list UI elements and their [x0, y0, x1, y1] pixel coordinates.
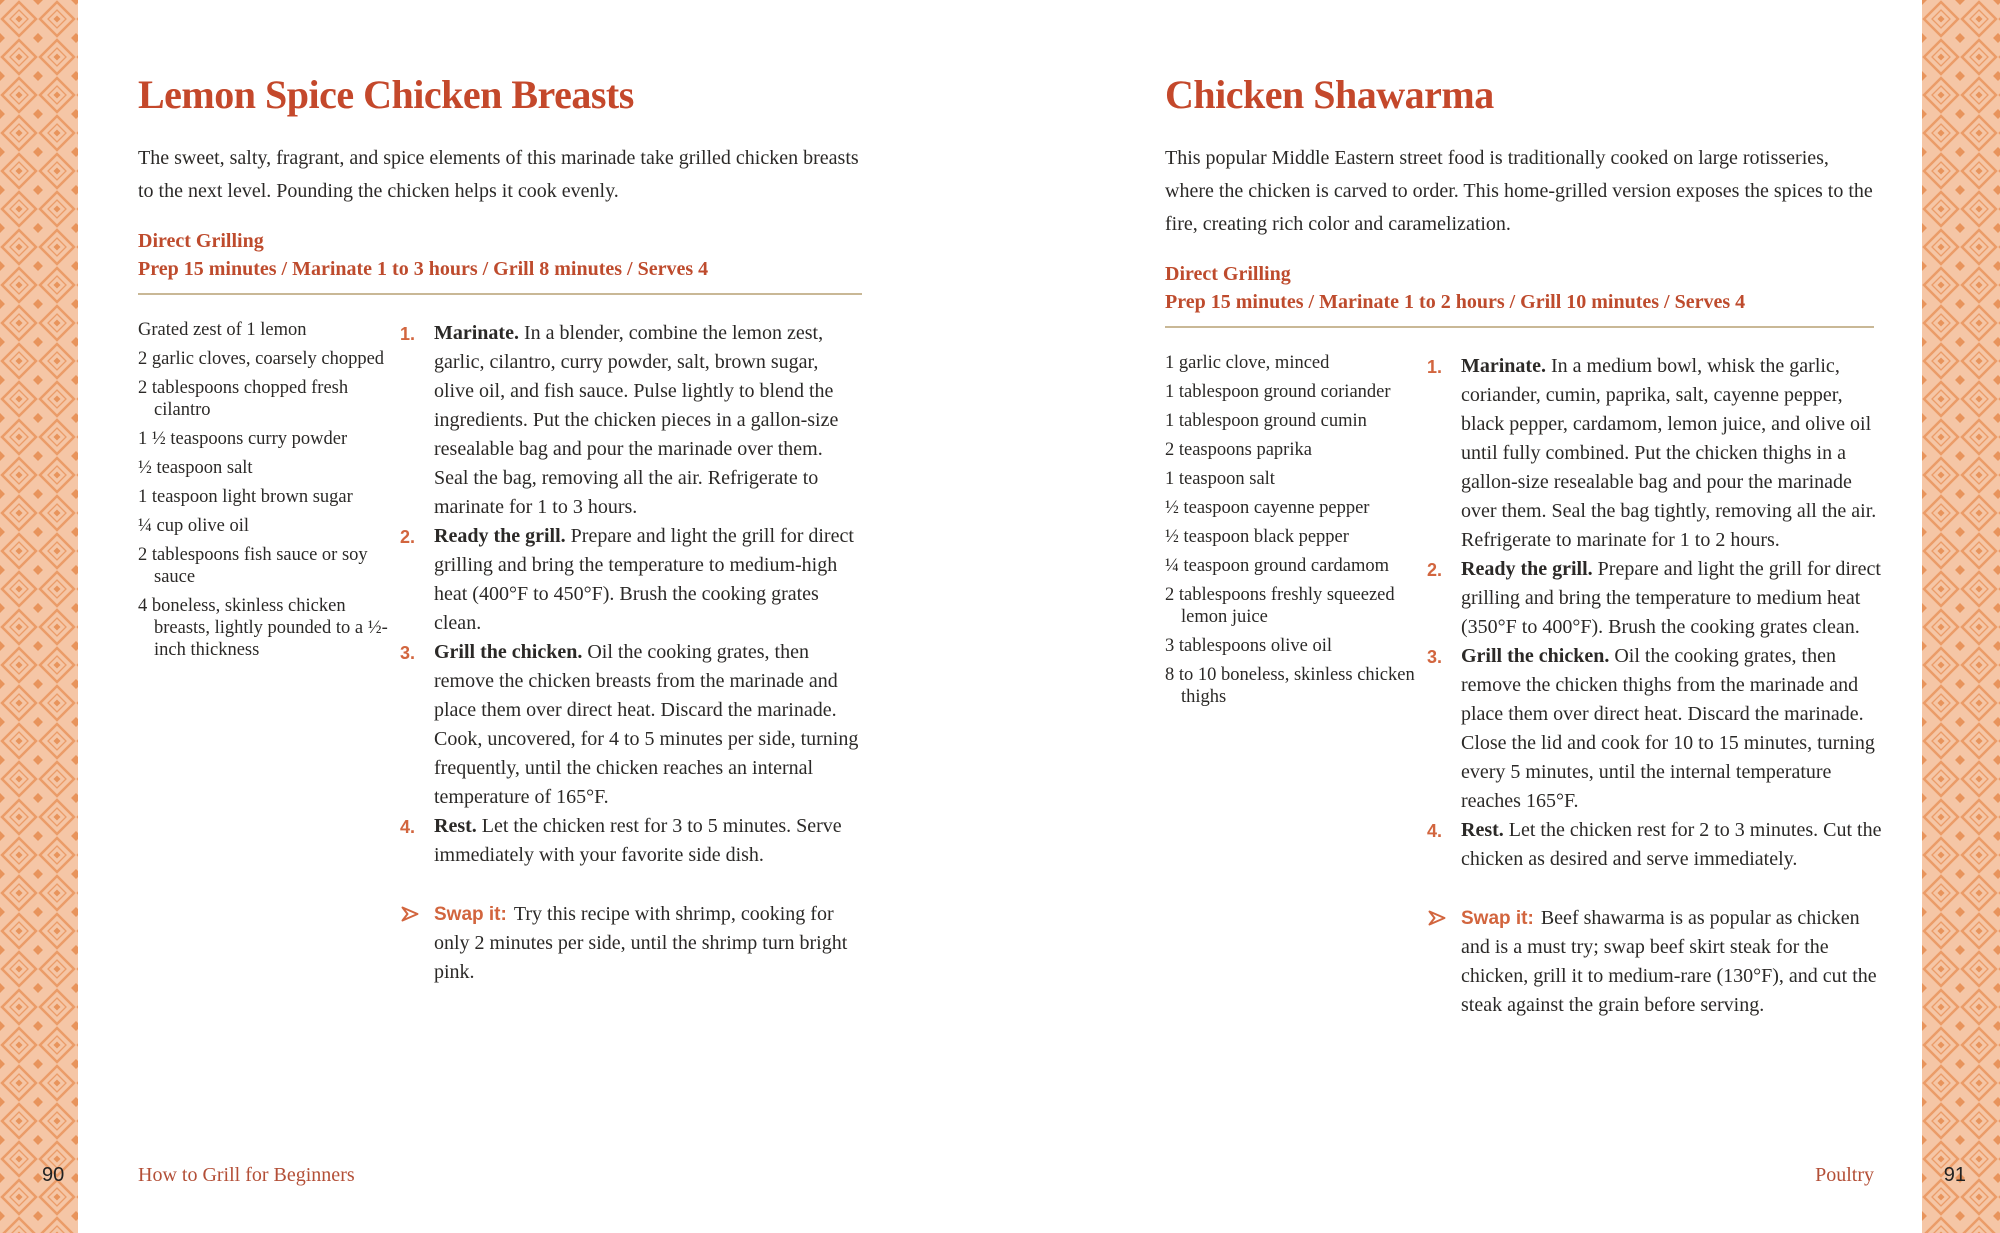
ingredient-item: 2 tablespoons freshly squeezed lemon juice: [1165, 585, 1395, 627]
step-text: [434, 319, 862, 522]
ingredient-item: 1 garlic clove, minced: [1165, 353, 1330, 373]
swap-tip-left: [400, 900, 862, 987]
ingredient-item: ½ teaspoon cayenne pepper: [1165, 498, 1370, 518]
step-lead: Grill the chicken.: [1461, 645, 1610, 667]
ingredient-item: 2 tablespoons chopped fresh cilantro: [138, 378, 349, 420]
ingredient-item: ¼ cup olive oil: [138, 516, 249, 536]
ingredients-column-left: [138, 319, 400, 987]
ingredient-item: ½ teaspoon black pepper: [1165, 527, 1349, 547]
method-label-right: Direct Grilling: [1165, 263, 1291, 285]
step-text: [434, 522, 862, 638]
step-body: Let the chicken rest for 2 to 3 minutes. Cut the chicken as desired and serve immediately.: [1461, 819, 1882, 870]
step-item: [400, 319, 862, 522]
recipe-intro-left: The sweet, salty, fragrant, and spice elements of this marinade take grilled chicken breasts to the next level. Pounding the chicken helps it cook evenly.: [138, 147, 859, 202]
steps-column-left: [400, 319, 862, 987]
ingredient-item: ¼ teaspoon ground cardamom: [1165, 556, 1389, 576]
step-number: 4.: [400, 817, 416, 837]
step-number: 3.: [400, 643, 416, 663]
step-item: [1427, 642, 1889, 816]
swap-tip-text: Beef shawarma is as popular as chicken and is a must try; swap beef skirt steak for the chicken, grill it to medium-rare (130°F), and cut the steak against the grain before serving.: [1461, 907, 1877, 1016]
step-lead: Ready the grill.: [434, 525, 566, 547]
footer-section-title: Poultry: [1815, 1164, 1874, 1186]
step-number: 4.: [1427, 821, 1443, 841]
step-text: [1461, 555, 1889, 642]
method-label-left: Direct Grilling: [138, 230, 264, 252]
ingredient-item: 3 tablespoons olive oil: [1165, 636, 1332, 656]
swap-tip-content: [434, 900, 862, 987]
divider-rule-left: [138, 293, 862, 295]
step-lead: Rest.: [434, 815, 477, 837]
steps-list-left: [400, 319, 862, 870]
recipe-title-right: Chicken Shawarma: [1165, 72, 1494, 117]
recipe-title-left: Lemon Spice Chicken Breasts: [138, 72, 634, 117]
page-number-left: 90: [42, 1164, 65, 1186]
ingredient-item: 1 teaspoon light brown sugar: [138, 487, 353, 507]
ingredient-item: 2 teaspoons paprika: [1165, 440, 1312, 460]
step-body: In a medium bowl, whisk the garlic, coriander, cumin, paprika, salt, cayenne pepper, black pepper, cardamom, lemon juice, and olive oil until fully combined. Put the chicken thighs in a gallon-size resealable bag and pour the marinade over them. Seal the bag tightly, removing all the air. Refrigerate to marinate for 1 to 2 hours.: [1461, 355, 1877, 551]
step-lead: Ready the grill.: [1461, 558, 1593, 580]
step-item: [400, 522, 862, 638]
step-text: [1461, 816, 1889, 874]
ingredient-item: 1 tablespoon ground coriander: [1165, 382, 1391, 402]
recipe-body-right: [1165, 352, 1882, 1020]
swap-tip-label: Swap it:: [434, 904, 507, 925]
step-body: Prepare and light the grill for direct grilling and bring the temperature to medium heat (350°F to 400°F). Brush the cooking grates clean.: [1461, 558, 1881, 638]
step-text: [434, 812, 862, 870]
swap-arrow-icon: [400, 900, 434, 987]
swap-arrow-icon: [1427, 904, 1461, 1020]
left-page: [78, 0, 1000, 1233]
divider-rule-right: [1165, 326, 1874, 328]
ingredient-item: 1 tablespoon ground cumin: [1165, 411, 1367, 431]
step-number: 1.: [400, 324, 416, 344]
step-body: Oil the cooking grates, then remove the chicken thighs from the marinade and place them over direct heat. Discard the marinade. Close the lid and cook for 10 to 15 minutes, turning every 5 minutes, until the internal temperature reaches 165°F.: [1461, 645, 1875, 812]
recipe-meta-left: Prep 15 minutes / Marinate 1 to 3 hours / Grill 8 minutes / Serves 4: [138, 258, 709, 280]
decorative-border-right: [1922, 0, 2000, 1233]
ingredient-item: 2 garlic cloves, coarsely chopped: [138, 349, 385, 369]
swap-tip-text: Try this recipe with shrimp, cooking for only 2 minutes per side, until the shrimp turn bright pink.: [434, 903, 848, 983]
decorative-border-left: [0, 0, 78, 1233]
step-text: [434, 638, 862, 812]
step-lead: Grill the chicken.: [434, 641, 583, 663]
ingredient-item: 8 to 10 boneless, skinless chicken thighs: [1165, 665, 1415, 707]
step-lead: Marinate.: [1461, 355, 1546, 377]
page-number-right: 91: [1943, 1164, 1966, 1186]
step-item: [1427, 352, 1889, 555]
steps-column-right: [1427, 352, 1889, 1020]
step-text: [1461, 352, 1889, 555]
recipe-meta-right: Prep 15 minutes / Marinate 1 to 2 hours / Grill 10 minutes / Serves 4: [1165, 291, 1746, 313]
step-number: 3.: [1427, 647, 1443, 667]
ingredients-column-right: [1165, 352, 1427, 1020]
ingredients-list-right: [1165, 352, 1427, 708]
step-number: 1.: [1427, 357, 1443, 377]
ingredient-item: 2 tablespoons fish sauce or soy sauce: [138, 545, 368, 587]
swap-tip-label: Swap it:: [1461, 908, 1534, 929]
step-item: [1427, 816, 1889, 874]
swap-tip-content: [1461, 904, 1889, 1020]
step-body: Prepare and light the grill for direct grilling and bring the temperature to medium-high heat (400°F to 450°F). Brush the cooking grates clean.: [434, 525, 854, 634]
step-item: [1427, 555, 1889, 642]
step-body: Let the chicken rest for 3 to 5 minutes. Serve immediately with your favorite side dish.: [434, 815, 842, 866]
step-item: [400, 638, 862, 812]
ingredient-item: 1 teaspoon salt: [1165, 469, 1275, 489]
ingredient-item: ½ teaspoon salt: [138, 458, 253, 478]
step-body: Oil the cooking grates, then remove the chicken breasts from the marinade and place them over direct heat. Discard the marinade. Cook, uncovered, for 4 to 5 minutes per side, turning frequently, until the chicken reaches an internal temperature of 165°F.: [434, 641, 859, 808]
step-item: [400, 812, 862, 870]
step-lead: Rest.: [1461, 819, 1504, 841]
right-page: [1000, 0, 1922, 1233]
step-text: [1461, 642, 1889, 816]
step-number: 2.: [400, 527, 416, 547]
step-number: 2.: [1427, 560, 1443, 580]
footer-book-title: How to Grill for Beginners: [138, 1164, 355, 1186]
step-body: In a blender, combine the lemon zest, garlic, cilantro, curry powder, salt, brown sugar, olive oil, and fish sauce. Pulse lightly to blend the ingredients. Put the chicken pieces in a gallon-size resealable bag and pour the marinade over them. Seal the bag, removing all the air. Refrigerate to marinate for 1 to 3 hours.: [434, 322, 839, 518]
ingredients-list-left: [138, 319, 400, 661]
steps-list-right: [1427, 352, 1889, 874]
ingredient-item: 1 ½ teaspoons curry powder: [138, 429, 348, 449]
step-lead: Marinate.: [434, 322, 519, 344]
ingredient-item: Grated zest of 1 lemon: [138, 320, 307, 340]
swap-tip-right: [1427, 904, 1889, 1020]
ingredient-item: 4 boneless, skinless chicken breasts, lightly pounded to a ½-inch thickness: [138, 596, 388, 660]
recipe-intro-right: This popular Middle Eastern street food is traditionally cooked on large rotisseries, where the chicken is carved to order. This home-grilled version exposes the spices to the fire, creating rich color and caramelization.: [1165, 147, 1873, 235]
recipe-body-left: [138, 319, 862, 987]
